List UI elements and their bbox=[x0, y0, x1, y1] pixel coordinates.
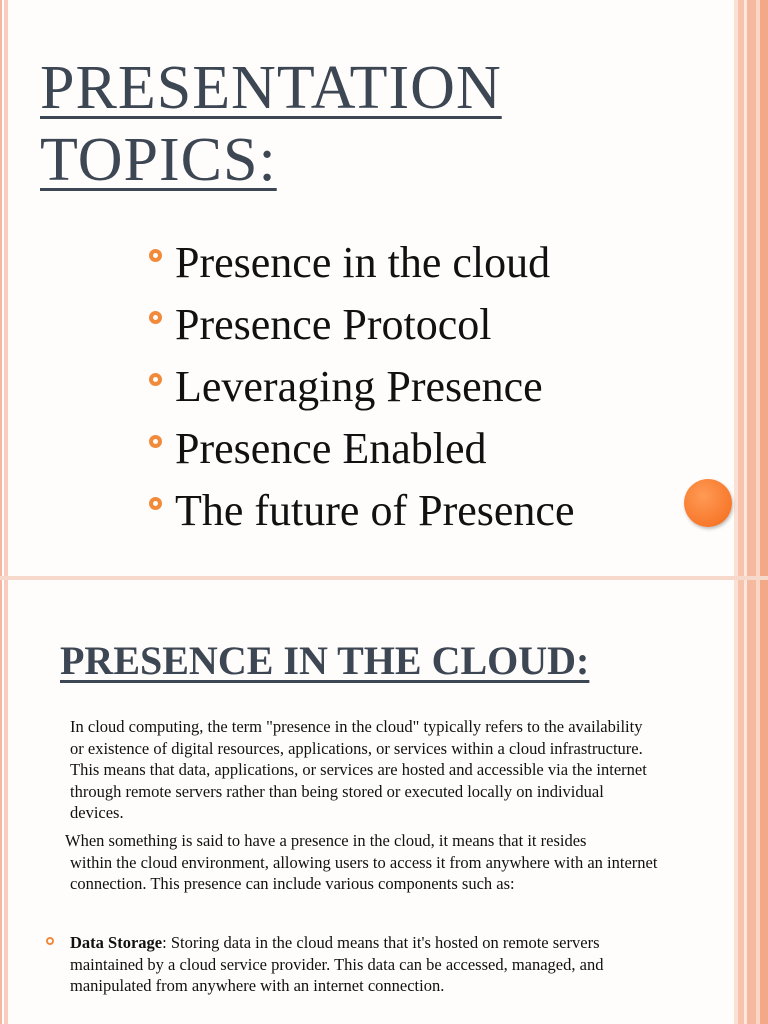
left-decorative-stripe bbox=[0, 580, 8, 1024]
ring-bullet-icon bbox=[149, 435, 162, 448]
orange-circle-icon[interactable] bbox=[684, 479, 732, 527]
right-decorative-stripes bbox=[734, 580, 768, 1024]
presence-paragraph-rest: within the cloud environment, allowing users to access it from anywhere with an internet connection. This presence can include various components such as: bbox=[70, 852, 658, 893]
left-decorative-stripe bbox=[0, 0, 8, 580]
slide-heading: PRESENCE IN THE CLOUD: bbox=[60, 638, 590, 683]
data-storage-bullet bbox=[44, 932, 644, 997]
topic-label: Presence Enabled bbox=[175, 424, 487, 473]
presence-paragraph bbox=[65, 830, 665, 895]
topic-label: Presence in the cloud bbox=[175, 238, 551, 287]
presence-paragraph-first-line: When something is said to have a presence in the cloud, it means that it resides bbox=[65, 831, 587, 850]
title-line-1: PRESENTATION bbox=[40, 54, 502, 122]
right-decorative-stripes bbox=[734, 0, 768, 580]
topic-item bbox=[147, 294, 574, 356]
topic-item bbox=[147, 356, 574, 418]
ring-bullet-icon bbox=[149, 373, 162, 386]
title-line-2: TOPICS: bbox=[40, 126, 277, 194]
topic-item bbox=[147, 232, 574, 294]
slide-title bbox=[40, 52, 502, 196]
topic-label: Presence Protocol bbox=[175, 300, 492, 349]
intro-paragraph: In cloud computing, the term "presence in the cloud" typically refers to the availability or existence of digital resources, applications, or services within a cloud infrastructure. This means that data, applications, or services are hosted and accessible via the internet through remote servers rather than being stored or executed locally on individual devices. bbox=[70, 717, 647, 822]
data-storage-text bbox=[70, 932, 644, 997]
topic-item bbox=[147, 418, 574, 480]
topic-label: The future of Presence bbox=[175, 486, 575, 535]
ring-bullet-icon bbox=[149, 497, 162, 510]
topics-list bbox=[147, 232, 574, 542]
ring-bullet-icon bbox=[149, 249, 162, 262]
data-storage-label: Data Storage bbox=[70, 933, 163, 952]
data-storage-description: : Storing data in the cloud means that it's hosted on remote servers maintained by a cloud service provider. This data can be accessed, managed, and manipulated from anywhere with an internet connection. bbox=[70, 933, 604, 995]
ring-bullet-icon bbox=[149, 311, 162, 324]
topic-label: Leveraging Presence bbox=[175, 362, 543, 411]
ring-bullet-icon bbox=[46, 937, 54, 945]
slide-presence-in-the-cloud bbox=[0, 580, 768, 1024]
topic-item bbox=[147, 480, 574, 542]
